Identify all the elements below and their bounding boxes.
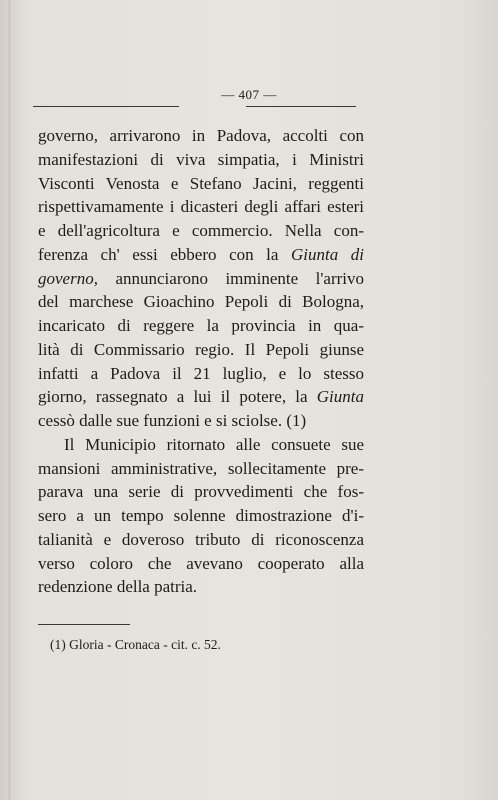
text-line: manifestazioni di viva simpatia, i Ministri: [38, 149, 364, 169]
footnote-rule: [38, 624, 130, 625]
text-line: lità di Commissario regio. Il Pepoli giunse: [38, 339, 364, 359]
text-line: mansioni amministrative, sollecitamente pre-: [38, 458, 364, 478]
text-line: cessò dalle sue funzioni e si sciolse. (1): [38, 411, 307, 430]
italic-run: governo,: [38, 268, 98, 288]
text-run: giorno, rassegnato a lui il potere, la: [38, 387, 308, 407]
text-line: e dell'agricoltura e commercio. Nella con-: [38, 221, 364, 240]
text-line: Il Municipio ritornato alle consuete sue: [64, 434, 364, 454]
text-line: governo, arrivarono in Padova, accolti con: [38, 126, 364, 145]
page-gutter-shadow: [8, 0, 11, 800]
text-line: Visconti Venosta e Stefano Jacini, reggenti: [38, 173, 364, 193]
text-line: del marchese Gioachino Pepoli di Bologna,: [38, 292, 364, 312]
text-line: infatti a Padova il 21 luglio, e lo stesso: [38, 363, 364, 383]
text-line: rispettivamamente i dicasteri degli affari esteri: [38, 197, 364, 217]
italic-run: Giunta di: [291, 244, 364, 264]
text-run: annunciarono imminente l'arrivo: [115, 268, 365, 288]
text-line: verso coloro che avevano cooperato alla: [38, 553, 364, 573]
page-number: — 407 —: [221, 87, 277, 102]
text-line: parava una serie di provvedimenti che fos-: [38, 482, 364, 502]
body-text: [38, 124, 364, 599]
text-line: [38, 243, 364, 267]
text-line: talianità e doveroso tributo di riconoscenza: [38, 529, 364, 549]
italic-run: Giunta: [316, 387, 365, 407]
text-line: sero a un tempo solenne dimostrazione d'i-: [38, 506, 364, 525]
text-run: ferenza ch' essi ebbero con la: [38, 244, 279, 264]
text-line: redenzione della patria.: [38, 577, 198, 597]
header-rule-right: [246, 106, 356, 107]
text-line: [38, 267, 364, 291]
text-line: incaricato di reggere la provincia in qua-: [38, 316, 364, 335]
footnote: (1) Gloria - Cronaca - cit. c. 52.: [50, 637, 221, 652]
text-line: [38, 385, 364, 409]
header-rule-left: [33, 106, 179, 107]
